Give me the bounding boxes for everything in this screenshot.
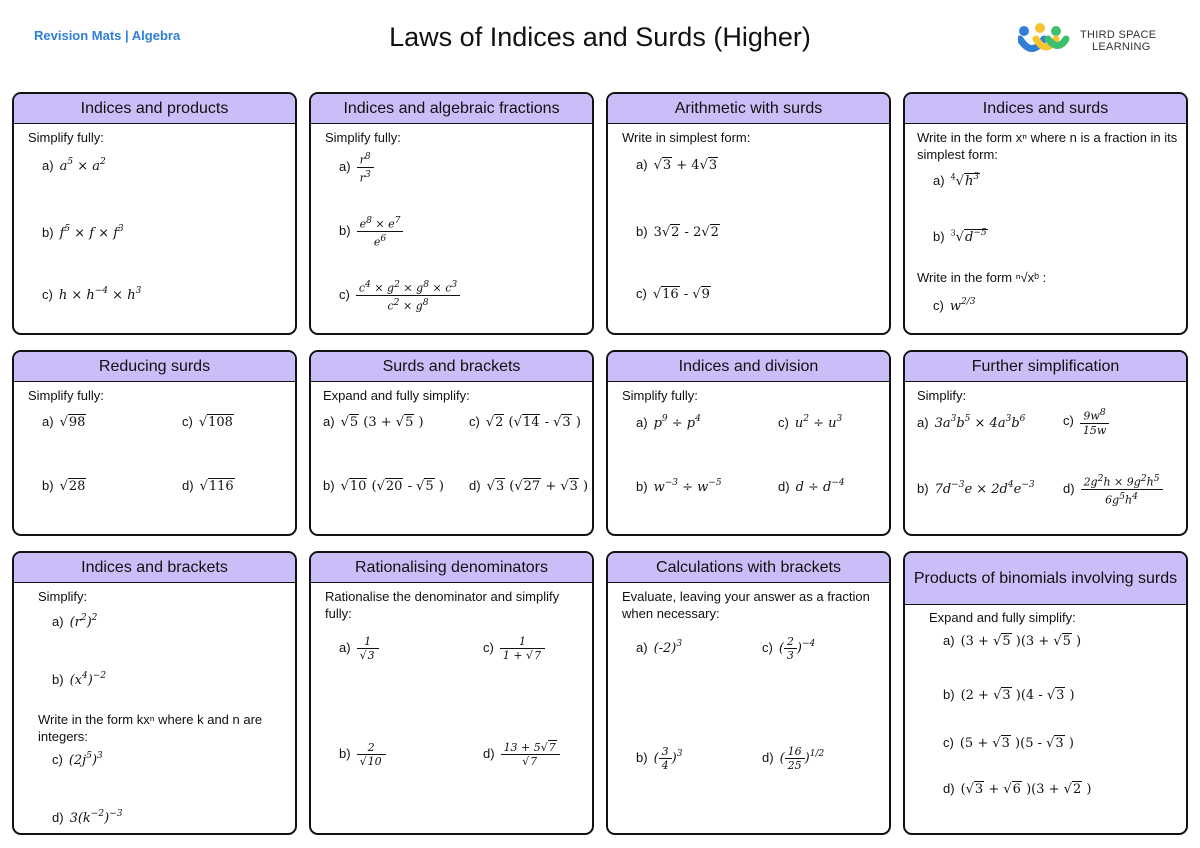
question-b: b) $\frac{e^8 \times e^7}{e^6}$: [339, 214, 403, 248]
instruction: Simplify fully:: [28, 130, 104, 145]
question-b: b) $f^5 \times f \times f^3$: [42, 224, 124, 241]
question-a: a) $(-2)^3$: [636, 639, 683, 656]
card-title: Reducing surds: [14, 352, 295, 382]
question-c: c) $\frac{c^4 \times g^2 \times g^8 \times c^3}{c^2 \times g^8}$: [339, 278, 460, 312]
question-d: d) $\frac{2g^2h \times 9g^2h^5}{6g^5h^4}$: [1063, 472, 1163, 506]
card-rationalising-denominators: [309, 551, 594, 835]
question-a: a) $p^9 \div p^4$: [636, 414, 701, 431]
instruction-2: Write in the form ⁿ√xᵇ :: [917, 270, 1047, 285]
card-title: Calculations with brackets: [608, 553, 889, 583]
question-a: a) $3a^3b^5 \times 4a^3b^6$: [917, 414, 1026, 431]
instruction-1: Write in the form xⁿ where n is a fraction in its simplest form:: [917, 130, 1178, 162]
question-b: b) (2 + √3 )(4 - √3 ): [943, 687, 1075, 703]
instruction: Expand and fully simplify:: [323, 388, 470, 403]
card-indices-and-brackets: [12, 551, 297, 835]
card-surds-and-brackets: [309, 350, 594, 536]
question-c: c) $\frac{9w^8}{15w}$: [1063, 406, 1109, 437]
question-b: b) √28: [42, 478, 86, 494]
card-indices-and-division: [606, 350, 891, 536]
logo-mark-icon: [1018, 22, 1078, 62]
card-title: Surds and brackets: [311, 352, 592, 382]
question-b: b) $\frac{2}{√10}$: [339, 741, 386, 768]
question-a: a) √3 + 4√3: [636, 157, 718, 173]
question-a: a) $a^5 \times a^2$: [42, 157, 106, 174]
question-a: a) (3 + √5 )(3 + √5 ): [943, 633, 1082, 649]
question-c: c) $\frac{1}{1 + √7}$: [483, 635, 545, 662]
card-title: Indices and surds: [905, 94, 1186, 124]
card-title: Rationalising denominators: [311, 553, 592, 583]
question-c: c) (5 + √3 )(5 - √3 ): [943, 735, 1074, 751]
question-a: a) √98: [42, 414, 86, 430]
question-b: b) $7d^{-3}e \times 2d^4e^{-3}$: [917, 480, 1035, 497]
question-c: c) √108: [182, 414, 233, 430]
card-further-simplification: [903, 350, 1188, 536]
instruction: Simplify fully:: [622, 388, 698, 403]
question-d: d) (√3 + √6 )(3 + √2 ): [943, 781, 1092, 797]
page-title: Laws of Indices and Surds (Higher): [389, 22, 811, 52]
question-b: b) √10 (√20 - √5 ): [323, 478, 444, 494]
card-indices-algebraic-fractions: [309, 92, 594, 335]
question-a: a) $(r^2)^2$: [52, 613, 98, 630]
card-calculations-with-brackets: [606, 551, 891, 835]
instruction: Expand and fully simplify:: [929, 610, 1076, 625]
card-title: Arithmetic with surds: [608, 94, 889, 124]
logo-text: [1080, 29, 1156, 53]
instruction: Simplify fully:: [325, 130, 401, 145]
instruction-1: Simplify:: [38, 589, 88, 604]
card-reducing-surds: [12, 350, 297, 536]
card-indices-and-surds: [903, 92, 1188, 335]
question-d: d) $3(k^{-2})^{-3}$: [52, 809, 123, 826]
card-indices-and-products: [12, 92, 297, 335]
question-b: b) ( $\frac{3}{4}$ )$^3$: [636, 745, 683, 772]
question-d: d) ( $\frac{16}{25}$ )$^{1/2}$: [762, 745, 825, 772]
question-b: b) $w^{-3} \div w^{-5}$: [636, 478, 722, 495]
instruction: Evaluate, leaving your answer as a fraction when necessary:: [622, 589, 870, 621]
question-a: a) $\frac{r^8}{r^3}$: [339, 150, 374, 184]
card-title: Indices and algebraic fractions: [311, 94, 592, 124]
question-c: c) √16 - √9: [636, 286, 710, 302]
question-c: c) √2 (√14 - √3 ): [469, 414, 581, 430]
question-d: d) √116: [182, 478, 234, 494]
question-b: b) $^3√d^{-5}$: [933, 228, 987, 245]
card-arithmetic-with-surds: [606, 92, 891, 335]
question-c: c) $(2j^5)^3$: [52, 751, 103, 768]
question-c: c) $w^{2/3}$: [933, 297, 976, 314]
instruction: Write in simplest form:: [622, 130, 751, 145]
question-b: b) 3√2 - 2√2: [636, 224, 719, 240]
instruction: Simplify:: [917, 388, 967, 403]
card-title: Indices and products: [14, 94, 295, 124]
question-a: a) √5 (3 + √5 ): [323, 414, 424, 430]
card-title: Indices and division: [608, 352, 889, 382]
question-b: b) $(x^4)^{-2}$: [52, 671, 107, 688]
question-a: a) $^4√h^3$: [933, 172, 980, 189]
card-products-of-binomials: [903, 551, 1188, 835]
instruction-2: Write in the form kxⁿ where k and n are integers:: [38, 712, 263, 744]
header-left-label: Revision Mats | Algebra: [34, 28, 181, 43]
card-title: Indices and brackets: [14, 553, 295, 583]
logo-line-2: LEARNING: [1092, 41, 1151, 53]
instruction: Simplify fully:: [28, 388, 104, 403]
brand-logo: [1018, 22, 1183, 62]
question-a: a) $\frac{1}{√3}$: [339, 635, 379, 662]
question-c: c) ( $\frac{2}{3}$ )$^{-4}$: [762, 635, 816, 662]
question-c: c) $u^2 \div u^3$: [778, 414, 843, 431]
question-d: d) $\frac{13 + 5√7}{√7}$: [483, 741, 560, 768]
card-title: Further simplification: [905, 352, 1186, 382]
card-title: Products of binomials involving surds: [905, 553, 1186, 605]
logo-line-1: THIRD SPACE: [1080, 29, 1157, 41]
question-d: d) $d \div d^{-4}$: [778, 478, 845, 495]
question-c: c) $h \times h^{-4} \times h^3$: [42, 286, 142, 303]
question-d: d) √3 (√27 + √3 ): [469, 478, 589, 494]
instruction: Rationalise the denominator and simplify fully:: [325, 589, 560, 621]
